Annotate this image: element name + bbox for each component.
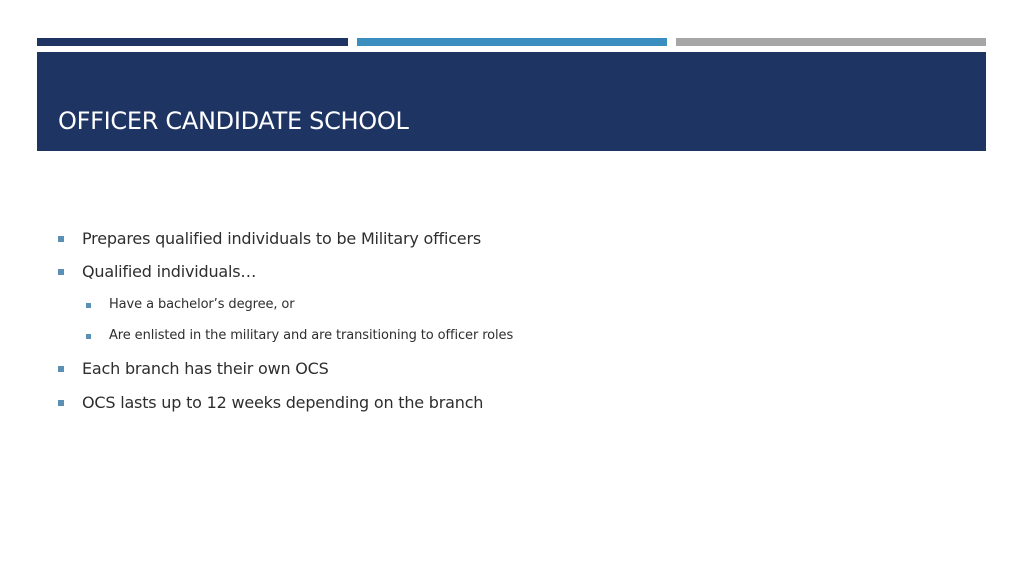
square-bullet-icon <box>58 400 64 406</box>
sub-bullet-text: Have a bachelor’s degree, or <box>109 297 295 312</box>
bullet-text: Prepares qualified individuals to be Military officers <box>82 229 481 248</box>
square-bullet-icon <box>86 334 91 339</box>
square-bullet-icon <box>58 269 64 275</box>
bullet-text: Each branch has their own OCS <box>82 359 329 378</box>
bullet-text: Qualified individuals… <box>82 262 257 281</box>
square-bullet-icon <box>86 303 91 308</box>
square-bullet-icon <box>58 236 64 242</box>
square-bullet-icon <box>58 366 64 372</box>
bullet-text: OCS lasts up to 12 weeks depending on the branch <box>82 393 484 412</box>
slide-title: OFFICER CANDIDATE SCHOOL <box>58 107 409 135</box>
sub-bullet-text: Are enlisted in the military and are transitioning to officer roles <box>109 328 514 343</box>
